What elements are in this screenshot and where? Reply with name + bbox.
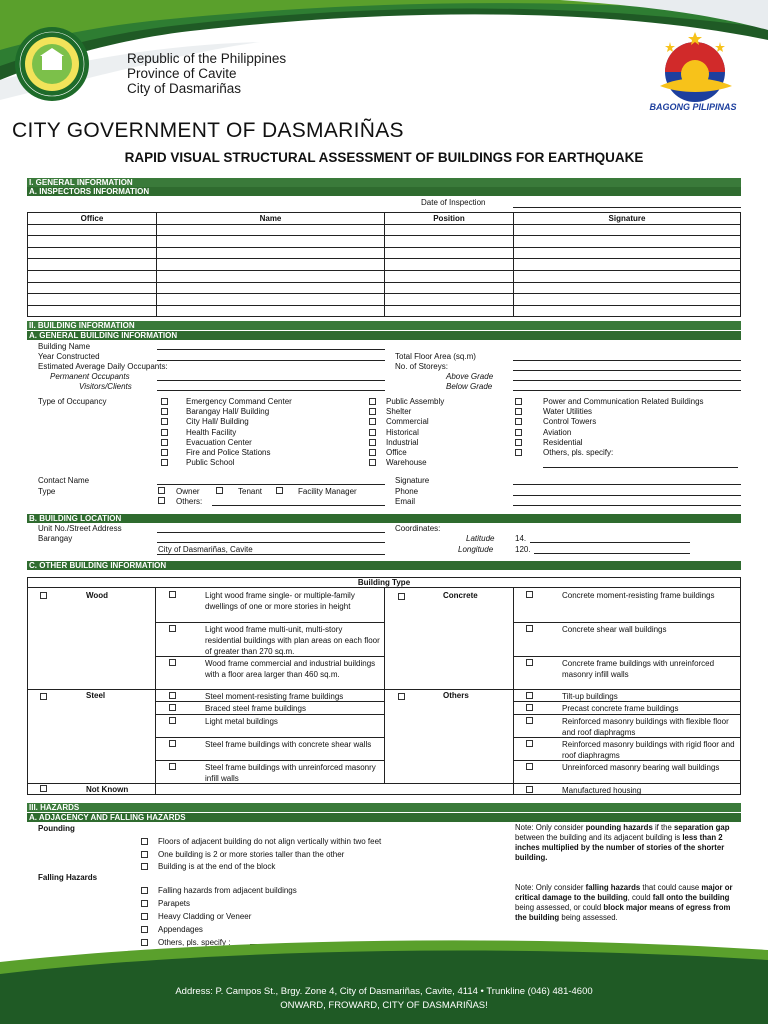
type-others-label: Others: bbox=[176, 497, 203, 506]
owner-checkbox[interactable] bbox=[158, 487, 165, 494]
wood-type-checkbox[interactable] bbox=[169, 659, 176, 666]
steel-type-checkbox[interactable] bbox=[169, 763, 176, 770]
signature-field[interactable] bbox=[513, 484, 741, 485]
occupancy-option-checkbox[interactable] bbox=[515, 429, 522, 436]
section-general-info-header: I. GENERAL INFORMATION bbox=[27, 178, 741, 187]
street-address-label: Unit No./Street Address bbox=[38, 524, 122, 533]
divider bbox=[384, 587, 385, 783]
falling-option-checkbox[interactable] bbox=[141, 900, 148, 907]
latitude-field[interactable] bbox=[530, 542, 690, 543]
pounding-option-label: One building is 2 or more stories taller than the other bbox=[158, 850, 345, 859]
occupancy-option-label: Control Towers bbox=[543, 417, 597, 426]
concrete-type-checkbox[interactable] bbox=[526, 659, 533, 666]
phone-label: Phone bbox=[395, 487, 419, 496]
divider bbox=[513, 587, 514, 795]
occupancy-option-label: Others, pls. specify: bbox=[543, 448, 614, 457]
longitude-value: 120. bbox=[515, 545, 531, 554]
section-hazards-header: III. HAZARDS bbox=[27, 803, 741, 812]
concrete-label: Concrete bbox=[443, 591, 478, 600]
table-row[interactable] bbox=[28, 224, 741, 236]
visitors-field[interactable] bbox=[157, 390, 385, 391]
note-text: if the bbox=[652, 823, 672, 832]
permanent-occupants-field[interactable] bbox=[157, 380, 385, 381]
pounding-option-checkbox[interactable] bbox=[141, 851, 148, 858]
note-text: separation gap bbox=[674, 823, 730, 832]
longitude-field[interactable] bbox=[534, 553, 690, 554]
barangay-field[interactable] bbox=[157, 542, 385, 543]
occupancy-option-label: Water Utilities bbox=[543, 407, 593, 416]
occupancy-option-checkbox[interactable] bbox=[161, 449, 168, 456]
concrete-type-label: Concrete frame buildings with unreinforced masonry infill walls bbox=[562, 659, 715, 679]
storeys-label: No. of Storeys: bbox=[395, 362, 448, 371]
divider bbox=[155, 760, 384, 761]
falling-option-checkbox[interactable] bbox=[141, 913, 148, 920]
pounding-label: Pounding bbox=[38, 824, 75, 833]
latitude-label: Latitude bbox=[466, 534, 495, 543]
section-other-building-header: C. OTHER BUILDING INFORMATION bbox=[27, 561, 741, 570]
other-type-label: Manufactured housing bbox=[562, 786, 642, 795]
republic-text: Republic of the Philippines bbox=[127, 51, 287, 66]
falling-option-label: Falling hazards from adjacent buildings bbox=[158, 886, 297, 895]
province-text: Province of Cavite bbox=[127, 66, 237, 81]
not-known-label: Not Known bbox=[86, 785, 129, 794]
building-type-header: Building Type bbox=[357, 578, 411, 587]
occupancy-option-label: Barangay Hall/ Building bbox=[186, 407, 270, 416]
occupancy-option-label: Aviation bbox=[543, 428, 572, 437]
divider bbox=[27, 689, 741, 690]
footer-address: Address: P. Campos St., Brgy. Zone 4, City of Dasmariñas, Cavite, 4114 • Trunkline (046) 481-4600 bbox=[175, 986, 593, 997]
note-text: that could cause bbox=[640, 883, 700, 892]
concrete-type-label: Concrete moment-resisting frame buildings bbox=[562, 591, 715, 600]
other-type-checkbox[interactable] bbox=[526, 692, 533, 699]
other-type-checkbox[interactable] bbox=[526, 717, 533, 724]
others-type-label: Others bbox=[443, 691, 469, 700]
table-row[interactable] bbox=[28, 305, 741, 317]
coordinates-label: Coordinates: bbox=[395, 524, 441, 533]
total-floor-area-label: Total Floor Area (sq.m) bbox=[395, 352, 476, 361]
type-of-occupancy-label: Type of Occupancy bbox=[38, 397, 107, 406]
type-others-checkbox[interactable] bbox=[158, 497, 165, 504]
other-type-label: Precast concrete frame buildings bbox=[562, 704, 679, 713]
building-name-field[interactable] bbox=[157, 349, 385, 350]
occupancy-option-label: Fire and Police Stations bbox=[186, 448, 271, 457]
above-grade-field[interactable] bbox=[513, 380, 741, 381]
occupancy-option-label: Residential bbox=[543, 438, 583, 447]
section-inspectors-header: A. INSPECTORS INFORMATION bbox=[27, 187, 741, 196]
table-row[interactable] bbox=[28, 259, 741, 271]
occupancy-option-checkbox[interactable] bbox=[515, 418, 522, 425]
below-grade-label: Below Grade bbox=[446, 382, 493, 391]
divider bbox=[27, 783, 741, 784]
steel-type-checkbox[interactable] bbox=[169, 704, 176, 711]
other-type-label: Tilt-up buildings bbox=[562, 692, 618, 701]
type-others-field[interactable] bbox=[212, 505, 385, 506]
bagong-pilipinas-label: BAGONG PILIPINAS bbox=[649, 102, 737, 112]
occupancy-option-label: Industrial bbox=[386, 438, 419, 447]
note-text: pounding hazards bbox=[585, 823, 653, 832]
section-adjacency-header: A. ADJACENCY AND FALLING HAZARDS bbox=[27, 813, 741, 822]
note-text: being assessed, or could bbox=[515, 903, 604, 912]
permanent-occupants-label: Permanent Occupants bbox=[50, 372, 130, 381]
date-of-inspection-label: Date of Inspection bbox=[421, 198, 486, 207]
concrete-type-checkbox[interactable] bbox=[526, 591, 533, 598]
divider bbox=[513, 714, 741, 715]
other-type-checkbox[interactable] bbox=[526, 740, 533, 747]
others-type-checkbox[interactable] bbox=[398, 693, 405, 700]
note-text: fall bbox=[652, 893, 665, 902]
facility-manager-label: Facility Manager bbox=[298, 487, 357, 496]
steel-type-checkbox[interactable] bbox=[169, 692, 176, 699]
divider bbox=[513, 656, 741, 657]
above-grade-label: Above Grade bbox=[446, 372, 494, 381]
steel-type-checkbox[interactable] bbox=[169, 740, 176, 747]
occupants-label: Estimated Average Daily Occupants: bbox=[38, 362, 168, 371]
occupancy-option-checkbox[interactable] bbox=[161, 418, 168, 425]
footer-motto: ONWARD, FROWARD, CITY OF DASMARIÑAS! bbox=[280, 1000, 488, 1011]
table-row[interactable] bbox=[28, 294, 741, 306]
longitude-label: Longitude bbox=[458, 545, 494, 554]
occupancy-option-checkbox[interactable] bbox=[369, 418, 376, 425]
occupancy-option-checkbox[interactable] bbox=[515, 408, 522, 415]
occupancy-option-checkbox[interactable] bbox=[369, 429, 376, 436]
col-office: Office bbox=[28, 213, 157, 225]
type-label: Type bbox=[38, 487, 56, 496]
section-building-info-header: II. BUILDING INFORMATION bbox=[27, 321, 741, 330]
occupancy-option-label: Shelter bbox=[386, 407, 412, 416]
steel-type-label: Steel frame buildings with concrete shear walls bbox=[205, 740, 372, 749]
contact-name-label: Contact Name bbox=[38, 476, 90, 485]
occupancy-option-checkbox[interactable] bbox=[369, 398, 376, 405]
tenant-checkbox[interactable] bbox=[216, 487, 223, 494]
section-building-location-header: B. BUILDING LOCATION bbox=[27, 514, 741, 523]
building-name-label: Building Name bbox=[38, 342, 91, 351]
pounding-option-checkbox[interactable] bbox=[141, 838, 148, 845]
wood-type-checkbox[interactable] bbox=[169, 591, 176, 598]
concrete-type-label: Concrete shear wall buildings bbox=[562, 625, 667, 634]
visitors-label: Visitors/Clients bbox=[79, 382, 132, 391]
other-type-checkbox[interactable] bbox=[526, 704, 533, 711]
latitude-value: 14. bbox=[515, 534, 527, 543]
other-type-label: Unreinforced masonry bearing wall buildings bbox=[562, 763, 720, 772]
occupancy-option-label: Commercial bbox=[386, 417, 429, 426]
divider bbox=[155, 714, 384, 715]
falling-option-label: Appendages bbox=[158, 925, 203, 934]
falling-option-label: Heavy Cladding or Veneer bbox=[158, 912, 252, 921]
occupancy-option-label: Health Facility bbox=[186, 428, 237, 437]
wood-type-label: Light wood frame single- or multiple-family dwellings of one or more stories in height bbox=[205, 591, 355, 611]
divider bbox=[155, 737, 384, 738]
below-grade-field[interactable] bbox=[513, 390, 741, 391]
phone-field[interactable] bbox=[513, 495, 741, 496]
city-government-title: CITY GOVERNMENT OF DASMARIÑAS bbox=[12, 119, 404, 142]
inspectors-table-header bbox=[28, 213, 741, 225]
table-row[interactable] bbox=[28, 282, 741, 294]
occupancy-option-checkbox[interactable] bbox=[515, 449, 522, 456]
contact-name-field[interactable] bbox=[157, 484, 385, 485]
occupancy-option-checkbox[interactable] bbox=[161, 408, 168, 415]
col-name: Name bbox=[157, 213, 385, 225]
note-text: falling hazards bbox=[585, 883, 641, 892]
other-type-label: Reinforced masonry buildings with rigid floor and roof diaphragms bbox=[562, 740, 735, 760]
note-text: between the building and its adjacent bbox=[515, 833, 644, 842]
occupancy-option-checkbox[interactable] bbox=[369, 408, 376, 415]
pounding-option-checkbox[interactable] bbox=[141, 863, 148, 870]
note-text: Note: Only consider bbox=[515, 823, 586, 832]
occupancy-option-label: Public Assembly bbox=[386, 397, 445, 406]
occupancy-option-checkbox[interactable] bbox=[515, 398, 522, 405]
table-row[interactable] bbox=[28, 270, 741, 282]
note-text: Note: Only consider bbox=[515, 883, 586, 892]
occupancy-others-field[interactable] bbox=[543, 467, 738, 468]
occupancy-option-label: Evacuation Center bbox=[186, 438, 252, 447]
falling-option-label: Others, pls. specify : bbox=[158, 938, 231, 947]
occupancy-option-label: Emergency Command Center bbox=[186, 397, 292, 406]
wood-checkbox[interactable] bbox=[40, 592, 47, 599]
pounding-option-label: Building is at the end of the block bbox=[158, 862, 276, 871]
occupancy-option-checkbox[interactable] bbox=[161, 429, 168, 436]
occupancy-option-checkbox[interactable] bbox=[161, 459, 168, 466]
note-text: number of stories of the shorter building. bbox=[515, 843, 725, 862]
col-signature: Signature bbox=[514, 213, 741, 225]
not-known-checkbox[interactable] bbox=[40, 785, 47, 792]
note-text: building is bbox=[645, 833, 683, 842]
divider bbox=[513, 622, 741, 623]
city-text: City of Dasmariñas bbox=[127, 81, 242, 96]
city-field-line bbox=[157, 554, 385, 555]
note-text: , could bbox=[627, 893, 653, 902]
steel-type-label: Braced steel frame buildings bbox=[205, 704, 306, 713]
occupancy-option-checkbox[interactable] bbox=[161, 398, 168, 405]
facility-manager-checkbox[interactable] bbox=[276, 487, 283, 494]
falling-note bbox=[515, 883, 740, 923]
occupancy-option-checkbox[interactable] bbox=[515, 439, 522, 446]
occupancy-option-label: Power and Communication Related Buildings bbox=[543, 397, 704, 406]
divider bbox=[155, 587, 156, 795]
other-type-checkbox[interactable] bbox=[526, 786, 533, 793]
steel-checkbox[interactable] bbox=[40, 693, 47, 700]
note-text: block bbox=[603, 903, 624, 912]
owner-label: Owner bbox=[176, 487, 200, 496]
falling-option-checkbox[interactable] bbox=[141, 926, 148, 933]
falling-option-checkbox[interactable] bbox=[141, 887, 148, 894]
form-title: RAPID VISUAL STRUCTURAL ASSESSMENT OF BUILDINGS FOR EARTHQUAKE bbox=[124, 150, 644, 165]
signature-label: Signature bbox=[395, 476, 430, 485]
table-row[interactable] bbox=[28, 236, 741, 248]
year-constructed-field[interactable] bbox=[157, 360, 385, 361]
email-field[interactable] bbox=[513, 505, 741, 506]
occupancy-option-checkbox[interactable] bbox=[369, 439, 376, 446]
note-text: onto the building bbox=[666, 893, 730, 902]
note-text: being bbox=[559, 913, 581, 922]
steel-label: Steel bbox=[86, 691, 106, 700]
steel-type-label: Steel frame buildings with unreinforced masonry infill walls bbox=[205, 763, 376, 783]
other-type-label: Reinforced masonry buildings with flexible floor and roof diaphragms bbox=[562, 717, 729, 737]
steel-type-label: Light metal buildings bbox=[205, 717, 278, 726]
email-label: Email bbox=[395, 497, 416, 506]
occupancy-option-label: Historical bbox=[386, 428, 419, 437]
wood-label: Wood bbox=[86, 591, 109, 600]
occupancy-option-checkbox[interactable] bbox=[161, 439, 168, 446]
note-text: less than 2 inches multiplied by the bbox=[515, 833, 723, 852]
table-row[interactable] bbox=[28, 247, 741, 259]
steel-type-checkbox[interactable] bbox=[169, 717, 176, 724]
city-value: City of Dasmariñas, Cavite bbox=[158, 545, 253, 554]
wood-type-label: Light wood frame multi-unit, multi-story residential buildings with plan areas on each floor of greater than 270 sq.m. bbox=[205, 625, 380, 656]
year-constructed-label: Year Constructed bbox=[38, 352, 100, 361]
note-text: major or critical damage to the building bbox=[515, 883, 733, 902]
footer-band bbox=[0, 940, 768, 1024]
storeys-field[interactable] bbox=[513, 370, 741, 371]
steel-type-label: Steel moment-resisting frame buildings bbox=[205, 692, 344, 701]
wood-type-checkbox[interactable] bbox=[169, 625, 176, 632]
divider bbox=[155, 622, 384, 623]
inspectors-table bbox=[27, 212, 741, 317]
total-floor-area-field[interactable] bbox=[513, 360, 741, 361]
city-seal-logo bbox=[14, 26, 90, 102]
republic-heading bbox=[127, 51, 286, 96]
street-address-field[interactable] bbox=[157, 532, 385, 533]
concrete-type-checkbox[interactable] bbox=[526, 625, 533, 632]
occupancy-option-label: Office bbox=[386, 448, 407, 457]
wood-type-label: Wood frame commercial and industrial buildings with a floor area larger than 460 sq.m. bbox=[205, 659, 376, 679]
pounding-note bbox=[515, 823, 740, 863]
falling-hazards-label: Falling Hazards bbox=[38, 873, 98, 882]
occupancy-option-label: Warehouse bbox=[386, 458, 427, 467]
pounding-option-label: Floors of adjacent building do not align vertically within two feet bbox=[158, 837, 382, 846]
section-general-building-header: A. GENERAL BUILDING INFORMATION bbox=[27, 331, 741, 340]
note-text: major means of egress from the building bbox=[515, 903, 731, 922]
date-of-inspection-field[interactable] bbox=[513, 207, 741, 208]
occupancy-option-checkbox[interactable] bbox=[369, 459, 376, 466]
occupancy-option-label: Public School bbox=[186, 458, 235, 467]
other-type-checkbox[interactable] bbox=[526, 763, 533, 770]
tenant-label: Tenant bbox=[238, 487, 263, 496]
falling-option-label: Parapets bbox=[158, 899, 191, 908]
occupancy-option-label: City Hall/ Building bbox=[186, 417, 249, 426]
concrete-checkbox[interactable] bbox=[398, 593, 405, 600]
col-position: Position bbox=[385, 213, 514, 225]
barangay-label: Barangay bbox=[38, 534, 73, 543]
note-text: assessed. bbox=[582, 913, 618, 922]
occupancy-option-checkbox[interactable] bbox=[369, 449, 376, 456]
